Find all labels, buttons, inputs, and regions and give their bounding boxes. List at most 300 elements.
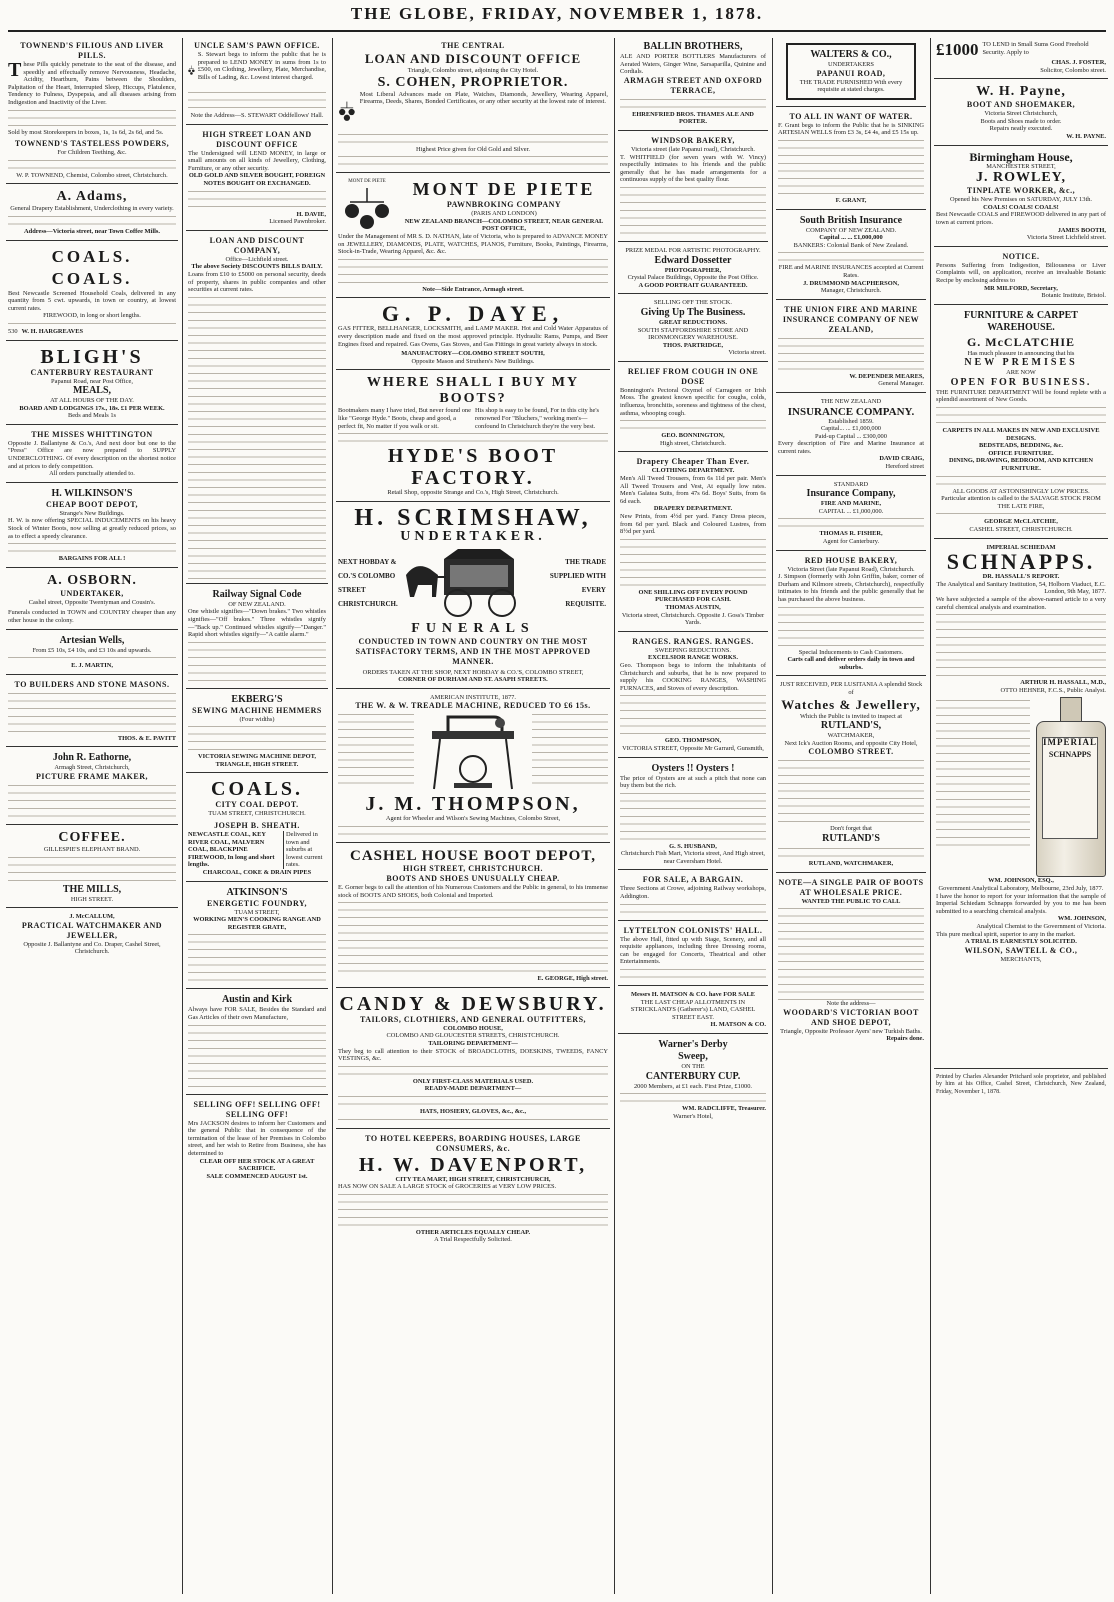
ad-bankers: BANKERS: Colonial Bank of New Zealand. — [793, 241, 909, 249]
ad-sub: General Drapery Establishment, Underclothing in every variety. — [10, 205, 174, 213]
ad-booth-addr: Victoria Street Lichfield street. — [1026, 234, 1106, 242]
ad-title: THE NEW ZEALAND — [820, 397, 882, 405]
ad-hats: HATS, HOSIERY, GLOVES, &c., &c., — [419, 1108, 527, 1115]
ad-allgoods: ALL GOODS AT ASTONISHINGLY LOW PRICES. — [952, 487, 1090, 495]
ad-lyttelton-hall — [618, 923, 768, 986]
ad-text-block — [778, 137, 924, 197]
ad-addr: MANCHESTER STREET, — [986, 162, 1056, 170]
sewing-machine-illustration — [418, 711, 528, 793]
ad-coals — [6, 243, 178, 341]
ad-ballin — [618, 38, 768, 131]
ad-wilkinson — [6, 485, 178, 568]
ad-addr: TUAM STREET, CHRISTCHURCH. — [208, 810, 306, 818]
ad-name: JOSEPH B. SHEATH. — [214, 821, 300, 831]
ad-addr: Office—Lichfield street. — [225, 255, 289, 263]
ad-sub: BOOT AND SHOEMAKER, — [966, 100, 1076, 110]
ad-artesian — [6, 632, 178, 675]
ad-factory: HYDE'S BOOT FACTORY. — [387, 445, 559, 490]
ad-paris: (PARIS AND LONDON) — [471, 210, 537, 218]
ad-pawn-office — [186, 38, 328, 125]
ad-drapery-dept: DRAPERY DEPARTMENT. — [653, 505, 733, 513]
ad-only: ONLY FIRST-CLASS MATERIALS USED. — [412, 1077, 534, 1085]
column-4 — [618, 38, 768, 1594]
ad-number: 530 — [8, 327, 18, 335]
ad-discount: ONE SHILLING OFF EVERY POUND PURCHASED FOR CASH. — [638, 588, 748, 604]
ad-items: NEWCASTLE COAL, KEY RIVER COAL, MALVERN COAL, BLACKPINE FIREWOOD, In long and short lengths. — [188, 831, 275, 869]
ad-govt-role: Analytical Chemist to the Government of Victoria. — [976, 922, 1106, 930]
ad-addr: Hereford street — [885, 463, 924, 471]
ad-name: W. H. PAYNE. — [1066, 132, 1106, 140]
ad-townends-pills — [6, 38, 178, 184]
ad-corner: CORNER OF DURHAM AND ST. ASAPH STREETS. — [398, 676, 548, 684]
ad-warners-sweep — [618, 1036, 768, 1124]
ad-hotel: Warner's Hotel, — [673, 1112, 713, 1120]
ad-body: Most Liberal Advances made on Plate, Watches, Diamonds, Jewellery, Wearing Apparel, Firearms, Deeds, Shares, Bonded Certificates, or any other security at the lowest rate of interest. — [359, 90, 608, 106]
ad-note: Note the address— — [826, 1000, 876, 1008]
ad-wilson-sub: MERCHANTS, — [1000, 955, 1042, 963]
ad-mdp-label: MONT DE PIETE — [348, 179, 386, 185]
ad-sub: SEWING MACHINE HEMMERS — [192, 705, 322, 715]
ad-body: Funerals conducted in TOWN and COUNTRY cheaper than any other house in the colony. — [8, 609, 176, 624]
ad-poem-left: Bootmakers many I have tried, But never found one like "George Hyde." Boots, cheap and good, a perfect fit, No matter if you walk or sit. — [338, 407, 471, 430]
ad-body: Opened his New Premises on SATURDAY, JULY 13th. — [949, 196, 1093, 204]
ad-mont-de-piete — [336, 175, 610, 298]
ad-clothing-body: Men's All Tweed Trousers, from 6s 11d per pair. Men's All Tweed Trousers and Vest, At equally low rates. Men's Galatea Suits, from 47s 6d. Boys' Suits, from 6s 6d each. — [620, 475, 766, 505]
ad-addr: Opposite Mason and Struthers's New Buildings. — [411, 357, 535, 365]
ad-title: Messrs H. MATSON & CO. have FOR SALE — [631, 991, 755, 999]
ad-coffee — [6, 827, 178, 908]
ad-note: A GOOD PORTRAIT GUARANTEED. — [638, 281, 748, 289]
ad-addr: Victoria street, Christchurch. Opposite J. Goss's Timber Yards. — [621, 611, 765, 627]
ad-title: WINDSOR BAKERY, — [651, 135, 735, 145]
ad-sub: PHOTOGRAPHER, — [664, 266, 722, 274]
ad-govt-body: I have the honor to report for your information that the sample of Imperial Schiedam Schnapps forwarded by you to me has been submitted to a searching chemical analysis. — [936, 892, 1106, 915]
ad-title: TO ALL IN WANT OF WATER. — [789, 111, 913, 121]
ad-role: Licensed Pawnbroker. — [269, 218, 326, 226]
ad-name: THOS. PARTRIDGE, — [662, 341, 724, 349]
ad-name: RUTLAND'S, — [820, 720, 882, 732]
ad-addr: COLOMBO AND GLOUCESTER STREETS, CHRISTCHURCH. — [386, 1032, 560, 1040]
ad-text-block — [188, 931, 326, 984]
ad-right: THE TRADE SUPPLIED WITH EVERY REQUISITE. — [549, 557, 606, 608]
column-divider — [182, 38, 183, 1594]
ad-rate: Loans from £10 to £5000 on personal security, deeds of property, shares in public companies and other securities at current rates. — [188, 270, 326, 294]
ad-name: MR MILFORD, Secretary, — [984, 284, 1058, 292]
ad-carpets: CARPETS IN ALL MAKES IN NEW AND EXCLUSIVE DESIGNS. — [942, 427, 1100, 442]
ad-body: TO LEND in Small Sums Good Freehold Security. Apply to — [982, 41, 1089, 56]
ad-body: Boots and Shoes made to order. — [980, 117, 1062, 125]
ad-standard-insurance — [776, 478, 926, 551]
ad-payne — [934, 81, 1108, 145]
ad-text-block — [338, 1191, 608, 1229]
ad-name: J. ROWLEY, — [975, 170, 1066, 186]
ad-forget: Don't forget that — [830, 825, 872, 833]
ad-text-block — [8, 157, 176, 172]
ad-sub: TINPLATE WORKER, &c., — [966, 186, 1076, 196]
ad-title: South British Insurance — [799, 214, 903, 226]
ad-name: W. DEPENDER MEARES, — [849, 372, 924, 380]
ad-treadle — [336, 691, 610, 843]
ad-union-insurance — [776, 302, 926, 393]
ad-est: Established 1859. — [828, 417, 874, 425]
ad-sub: FIRE AND MARINE, — [820, 500, 882, 508]
ad-sub: Which the Public is invited to inspect at — [799, 712, 903, 720]
ad-works: EXCELSIOR RANGE WORKS. — [648, 654, 738, 662]
pawn-balls-icon — [338, 186, 396, 230]
ad-title: BLIGH'S — [40, 345, 144, 368]
ad-south-british — [776, 212, 926, 300]
ad-mdp-logo — [338, 178, 396, 233]
hearse-illustration — [402, 545, 542, 621]
ad-name: E. J. MARTIN, — [71, 662, 113, 670]
ad-title: Oysters !! Oysters ! — [651, 762, 735, 774]
ad-title: LOAN AND DISCOUNT COMPANY, — [209, 235, 305, 255]
ad-selling-off — [186, 1097, 328, 1185]
ad-text-block — [8, 320, 176, 328]
ad-trial: A TRIAL IS EARNESTLY SOLICITED. — [965, 938, 1077, 946]
ad-hours: AT ALL HOURS OF THE DAY. — [50, 397, 134, 405]
ad-sub: For Children Teething, &c. — [57, 149, 127, 157]
ad-title: UNCLE SAM'S PAWN OFFICE. — [194, 41, 320, 50]
ad-repairs: Repairs neatly executed. — [989, 125, 1053, 133]
ad-walters — [776, 38, 926, 107]
ad-repairs: Repairs done. — [886, 1035, 924, 1043]
ad-addr: Address—Victoria street, near Town Coffee Mills. — [24, 227, 160, 235]
ad-addr: Next Ick's Auction Rooms, and opposite City Hotel, — [784, 739, 918, 747]
column-divider — [930, 38, 931, 1594]
ad-note: BARGAINS FOR ALL ! — [58, 555, 126, 563]
ad-text-block — [338, 1116, 608, 1124]
ad-text-block — [338, 711, 414, 789]
ad-body: They beg to call attention to their STOCK of BROADCLOTHS, DOESKINS, TWEEDS, FANCY VESTINGS, &c. — [338, 1047, 608, 1063]
ad-open: OPEN FOR BUSINESS. — [950, 376, 1092, 388]
ad-sub: CANTERBURY RESTAURANT — [30, 367, 154, 377]
imprint — [934, 1071, 1108, 1101]
ad-matson — [618, 988, 768, 1034]
ad-body: J. Simpson (formerly with John Griffin, baker, corner of Durham and Kilmore streets, Christchurch), respectfully intimates to his friends and the public generally that he has purchased the above business. — [778, 573, 924, 603]
ad-text-block — [338, 1093, 608, 1108]
ad-wm: RUTLAND, WATCHMAKER, — [808, 859, 894, 867]
ad-sub: CHEAP BOOT DEPOT, — [46, 499, 138, 509]
ad-water — [776, 109, 926, 210]
ad-boots — [336, 372, 610, 501]
ad-trade: PICTURE FRAME MAKER, — [36, 771, 148, 781]
ad-title: A. OSBORN. — [47, 572, 137, 588]
ad-text-block — [338, 131, 608, 146]
ad-drapery-body: New Prints, from 4½d per yard. Fancy Dress pieces, from 6d per yard. Black and Coloured Lustres, from 8½d per yard. — [620, 513, 766, 536]
ad-name: W. H. HARGREAVES — [21, 327, 84, 335]
ad-cohen-body — [338, 91, 608, 131]
ad-addr: Armagh Street, Christchurch, — [54, 764, 130, 772]
ad-role: Agent for Canterbury. — [822, 538, 880, 546]
ad-addr: ARMAGH STREET AND OXFORD TERRACE, — [623, 75, 763, 95]
ad-body: The Undersigned will LEND MONEY, in large or small amounts on all kinds of Jewellery, Clothing, Furniture, or any other security. — [188, 149, 326, 172]
ad-body: Persons Suffering from Indigestion, Biliousness or Liver Complaints will, on application, receive an invaluable Botanic Recipe by enclosing address to — [936, 261, 1106, 284]
ad-title: EKBERG'S — [231, 693, 283, 705]
ad-treadle-row — [338, 711, 608, 793]
ad-store: SOUTH STAFFORDSHIRE STORE AND IRONMONGERY WAREHOUSE. — [637, 326, 749, 342]
ad-text-block — [338, 256, 608, 286]
ad-street: COLOMBO STREET. — [808, 747, 894, 757]
ad-title: WALTERS & CO., — [810, 49, 892, 60]
column-5 — [776, 38, 926, 1594]
ad-railway-code — [186, 586, 328, 689]
ad-text-block — [620, 790, 766, 843]
ad-role: General Manager. — [878, 380, 924, 388]
ad-title: TOWNEND'S FILIOUS AND LIVER PILLS. — [20, 41, 164, 60]
ad-sub: ENERGETIC FOUNDRY, — [207, 898, 307, 908]
ad-name: WM. RADCLIFFE, Treasurer. — [682, 1105, 766, 1113]
ad-sub: SWEEPING REDUCTIONS. — [655, 646, 731, 654]
ad-delivered: Delivered in town and suburbs at lowest current rates. — [283, 831, 326, 869]
ad-addr: Retail Shop, opposite Strange and Co.'s, High Street, Christchurch. — [387, 489, 559, 497]
ad-body: The above Society DISCOUNTS BILLS DAILY. — [191, 263, 323, 271]
ad-text-block — [188, 1022, 326, 1090]
ad-body: Under the Management of MR S. D. NATHAN, late of Victoria, who is prepared to ADVANCE MONEY on JEWELLERY, DIAMONDS, PLATE, WATCHES, PIANOS, Furniture, Books, Paintings, Firearms, Stock-in-Trade, Wearing Apparel, &c. &c. — [338, 232, 608, 256]
ad-ranges — [618, 634, 768, 758]
ad-pawn-body — [188, 51, 326, 89]
ad-proprietor: S. COHEN, PROPRIETOR. — [377, 74, 569, 90]
ad-title: RED HOUSE BAKERY, — [804, 555, 898, 565]
ad-sub: CITY TEA MART, HIGH STREET, CHRISTCHURCH, — [395, 1175, 551, 1183]
ad-capital: Capital ... ... £1,000,000 — [819, 234, 883, 242]
ad-govt-sub: Government Analytical Laboratory, Melbourne, 23rd July, 1877. — [938, 884, 1104, 892]
ad-name: J. McCALLUM, — [69, 913, 115, 921]
ad-signature: GEORGE McCLATCHIE, — [984, 518, 1058, 526]
ad-windsor — [618, 133, 768, 242]
ad-prize: PRIZE MEDAL FOR ARTISTIC PHOTOGRAPHY. — [625, 246, 761, 254]
ad-text-block — [8, 690, 176, 735]
ad-text-block — [936, 611, 1106, 679]
ad-name: THOS. & E. PAVITT — [117, 734, 176, 742]
ad-text-block — [8, 213, 176, 228]
ad-meals: MEALS, — [72, 385, 112, 397]
ad-text-block — [620, 901, 766, 916]
ad-on: ON THE — [681, 1063, 705, 1070]
ad-title: H. WILKINSON'S — [51, 487, 133, 499]
ad-govt-name: WM. JOHNSON, — [1057, 915, 1106, 923]
ad-label: IMPERIAL SCHIEDAM — [986, 543, 1056, 551]
ad-addr: HIGH STREET, CHRISTCHURCH. — [403, 864, 543, 874]
ad-new: NEW PREMISES — [964, 357, 1078, 369]
ad-body: Every description of Fire and Marine Insurance at current rates. — [778, 440, 924, 455]
ad-hearse-row — [338, 545, 608, 621]
ad-main: Insurance Company, — [806, 488, 896, 500]
ad-title: G. P. DAYE, — [381, 301, 565, 327]
ad-note: All orders punctually attended to. — [49, 470, 135, 478]
ad-title: THE MISSES WHITTINGTON — [31, 429, 153, 439]
ad-text-block — [620, 692, 766, 737]
ad-sub: UNDERTAKERS — [828, 61, 874, 68]
ad-mcclatchie — [934, 307, 1108, 539]
ad-body: WORKING MEN'S COOKING RANGE AND REGISTER GRATE, — [193, 916, 321, 931]
ad-sign2: OTTO HEHNER, F.C.S., Public Analyst. — [1000, 686, 1106, 694]
ad-austin-kirk — [186, 991, 328, 1094]
ad-body: T. WHITFIELD (for seven years with W. Vincy) respectfully intimates to his friends and the public generally that he has made arrangements for a continuous supply of the best quality flour. — [620, 153, 766, 184]
ad-pure: This pure medical spirit, superior to any in the market. — [936, 930, 1076, 938]
ad-addr: Victoria Street Christchurch, — [984, 110, 1058, 118]
bottle-label-text: SCHNAPPS — [1048, 750, 1092, 760]
ad-scrimshaw — [336, 504, 610, 689]
ad-title: HIGH STREET LOAN AND DISCOUNT OFFICE — [202, 129, 312, 149]
ad-body: Has much pleasure in announcing that his — [967, 349, 1075, 357]
ad-coals: COALS! COALS! COALS! — [983, 203, 1059, 211]
ad-title: Edward Dossetter — [654, 254, 732, 266]
ad-rutland — [776, 678, 926, 872]
ad-sub: THE W. & W. TREADLE MACHINE, REDUCED TO £6 15s. — [355, 701, 591, 711]
ad-name: GEO. BONNINGTON, — [661, 432, 725, 440]
ad-text-block — [338, 823, 608, 838]
ad-sale: Particular attention is called to the SALVAGE STOCK FROM THE LATE FIRE, — [941, 495, 1101, 510]
ad-name: J. M. THOMPSON, — [365, 793, 581, 816]
ad-body: Best Newcastle Screened Household Coals, delivered in any quantity from 5 cwt. upwards, in town or country, at lowest current rates. — [8, 289, 176, 312]
ad-sub: UNDERTAKER. — [400, 528, 546, 544]
ad-trial: A Trial Respectfully Solicited. — [434, 1236, 512, 1244]
ad-name: THOMAS AUSTIN, — [665, 603, 721, 611]
ad-note: FIREWOOD, in long or short lengths. — [43, 312, 141, 320]
ad-body: 2000 Members, at £1 each. First Prize, £1000. — [633, 1082, 753, 1090]
ad-addr: Victoria Street (late Papanui Road), Christchurch. — [787, 565, 915, 573]
ad-date: London, 9th May, 1877. — [1044, 588, 1106, 596]
ad-body: Geo. Thompson begs to inform the inhabitants of Christchurch and suburbs, that he is now prepared to supply his COOKING RANGES, WASHING FURNACES, and Stoves of every description. — [620, 661, 766, 692]
ad-addr: Opposite J. Ballantyne and Co. Draper, Cashel Street, Christchurch. — [23, 940, 161, 956]
ad-bedsteads: BEDSTEADS, BEDDING, &c. — [979, 442, 1063, 450]
ad-body: These Pills quickly penetrate to the seat of the disease, and speedily and effectually remove Nervousness, Headache, Acidity, Heartburn, Pains between the Shoulders, Palpitation of the Heart, Interrupted Sleep, Hiccups, Flatulence, Tendency to Fulness, Dyspepsia, and all diseases arising from Indigestion and Inactivity of the Liver. — [8, 59, 176, 106]
ad-capital: Capital... ... £1,000,000 — [821, 425, 881, 433]
ad-body: Bonnington's Pectoral Oxymel of Carrageen or Irish Moss. The greatest known specific for coughs, colds, influenza, bronchitis, soreness and tightness of the chest, asthma, whooping cough. — [620, 386, 766, 417]
ad-sub: GILLESPIE'S ELEPHANT BRAND. — [43, 845, 141, 853]
ad-text-block — [778, 757, 924, 825]
ad-note: Note—Side Entrance, Armagh street. — [422, 285, 524, 293]
ad-nz-insurance — [776, 395, 926, 476]
ad-dept: THE FURNITURE DEPARTMENT Will be found replete with a splendid assortment of New Goods. — [936, 388, 1106, 404]
ad-addr: Triangle, Opposite Professor Ayers' new Turkish Baths. — [780, 1027, 922, 1035]
ad-report: DR. HASSALL'S REPORT. — [982, 573, 1060, 581]
ad-atkinson — [186, 884, 328, 990]
ad-text-block — [778, 249, 924, 264]
ad-title: W. H. Payne, — [976, 84, 1066, 100]
ad-title: TO BUILDERS AND STONE MASONS. — [14, 679, 170, 689]
ad-poem — [338, 407, 608, 430]
ad-drapery — [618, 454, 768, 631]
ad-body: HAS NOW ON SALE A LARGE STOCK of GROCERIES at VERY LOW PRICES. — [338, 1183, 557, 1191]
ad-mdp-titles — [400, 178, 608, 233]
ad-sub: The Analytical and Sanitary Institution, 54, Holborn Viaduct, E.C. — [936, 580, 1106, 588]
ad-title: John R. Eathorne, — [52, 752, 132, 764]
ad-title: WHERE SHALL I BUY MY BOOTS? — [366, 375, 580, 407]
ad-addr: VICTORIA STREET, Opposite Mr Garrard, Gunsmith, — [622, 744, 764, 752]
ad-title: Artesian Wells, — [59, 634, 125, 646]
ad-addr: Botanic Institute, Bristol. — [1041, 292, 1106, 300]
column-6 — [934, 38, 1108, 1594]
ad-loan-company — [186, 233, 328, 584]
ad-capital: CAPITAL ... £1,000,000. — [818, 507, 884, 515]
ad-title: COALS. COALS. — [51, 246, 133, 288]
ad-factory: MANUFACTORY—COLOMBO STREET SOUTH, — [401, 350, 545, 358]
ad-text-block — [188, 723, 326, 753]
ad-title: H. SCRIMSHAW, — [354, 504, 592, 531]
ad-funerals: FUNERALS — [411, 620, 535, 636]
ad-text-block — [620, 536, 766, 589]
ad-name: W. P. TOWNEND, Chemist, Colombo street, Christchurch. — [16, 171, 168, 179]
ad-woodards — [776, 875, 926, 1047]
ad-adams — [6, 186, 178, 240]
ad-title: RELIEF FROM COUGH IN ONE DOSE — [627, 366, 759, 386]
pawn-balls-icon — [188, 51, 195, 89]
ad-text-block — [8, 654, 176, 662]
ad-text-block — [778, 515, 924, 530]
ad-text-block — [188, 639, 326, 684]
ad-davenport — [336, 1131, 610, 1248]
ad-text-block — [778, 335, 924, 373]
ad-addr: Note the Address—S. STEWART Oddfellows' Hall. — [190, 112, 324, 119]
ad-title: Austin and Kirk — [221, 994, 293, 1006]
ad-sub: GREAT REDUCTIONS. — [659, 318, 727, 326]
ad-addr: VICTORIA SEWING MACHINE DEPOT, TRIANGLE, HIGH STREET. — [197, 753, 316, 768]
ad-text-block — [778, 604, 924, 649]
ad-addr: Christchurch Fish Mart, Victoria street, And High street, near Caversham Hotel. — [621, 850, 765, 865]
ad-red-house — [776, 553, 926, 677]
ad-sub: PAWNBROKING COMPANY — [446, 200, 562, 210]
ad-body: ALE AND PORTER BOTTLERS Manufacturers of Aerated Waters, Ginger Wine, Sarsaparilla, Quinine and Cordials. — [620, 53, 766, 76]
ad-addr: HIGH STREET. — [70, 895, 114, 903]
ad-name: E. GEORGE, High street. — [537, 975, 608, 983]
ad-birmingham — [934, 148, 1108, 247]
ad-name: J. DRUMMOND MACPHERSON, — [803, 279, 899, 287]
ad-addr: Triangle, Colombo street, adjoining the City Hotel. — [407, 67, 539, 74]
ad-name: GEO. THOMPSON, — [664, 737, 722, 745]
ad-poem-right: His shop is easy to be found, For in this city he's renowned For "Bluchers," working men's—confound In Christchurch they're the very best. — [475, 407, 599, 430]
ad-fire: FIRE and MARINE INSURANCES accepted at Current Rates. — [778, 264, 924, 279]
ad-body: GAS FITTER, BELLHANGER, LOCKSMITH, and LAMP MAKER. Hot and Cold Water Apparatus of every description made and fixed on the most approved principle. Hydraulic Rams, Pumps, and Beer Engines fixed and repaired. Gas Ovens, Gas Stoves, and Gas Fittings in great variety always in stock. — [338, 325, 608, 348]
ad-end: SALE COMMENCED AUGUST 1st. — [206, 1172, 308, 1180]
ad-govt-title: WM. JOHNSON, ESQ., — [988, 877, 1054, 885]
ad-partridge — [618, 296, 768, 362]
ad-title: NOTE—A SINGLE PAIR OF BOOTS AT WHOLESALE PRICE. — [778, 877, 924, 897]
ad-title: THE CENTRAL — [441, 41, 505, 50]
page-masthead: THE GLOBE, FRIDAY, NOVEMBER 1, 1878. — [350, 4, 764, 23]
ad-title: Watches & Jewellery, — [781, 696, 921, 712]
ad-body: THE LAST CHEAP ALLOTMENTS IN STRICKLAND'S (Gatherer's) LAND, CASHEL STREET EAST. — [630, 998, 756, 1021]
ad-body: Always have FOR SALE, Besides the Standard and Gas Articles of their own Manufacture, — [188, 1006, 326, 1021]
ad-house: COLOMBO HOUSE, — [443, 1024, 503, 1032]
ad-builders — [6, 677, 178, 748]
pawn-balls-icon — [338, 91, 356, 131]
ad-left: NEXT HOBDAY & CO.'S COLOMBO STREET CHRISTCHURCH. — [338, 557, 398, 608]
ad-note: (Four widths) — [239, 715, 275, 723]
ad-text-block — [620, 184, 766, 237]
ad-note: Sold by most Storekeepers in boxes, 1s, 1s 6d, 2s 6d, and 5s. — [8, 128, 164, 136]
ad-body: F. Grant begs to inform the Public that he is SINKING ARTESIAN WELLS from £3 3s, £4 4s, and £5 15s up. — [778, 121, 924, 137]
ad-title: MONT DE PIETE — [412, 179, 596, 200]
ad-title: SELLING OFF! SELLING OFF! SELLING OFF! — [193, 1099, 321, 1119]
ad-addr: High street, Christchurch. — [659, 439, 727, 447]
ad-sub: Agent for Wheeler and Wilson's Sewing Machines, Colombo Street, — [385, 815, 561, 823]
ad-title: THE UNION FIRE AND MARINE INSURANCE COMPANY OF NEW ZEALAND, — [782, 304, 920, 334]
ad-role: WATCHMAKER, — [827, 732, 875, 740]
ad-also: CHARCOAL, COKE & DRAIN PIPES — [202, 869, 312, 877]
ad-text-block — [936, 473, 1106, 488]
schnapps-bottle — [1034, 697, 1106, 877]
ad-bottle-row — [936, 697, 1106, 877]
ad-title: RANGES. RANGES. RANGES. — [632, 636, 754, 646]
ad-wilson: WILSON, SAWTELL & CO., — [964, 945, 1078, 955]
ad-mills: THE MILLS, — [62, 883, 122, 895]
ad-sub: UNDERTAKER, — [60, 588, 124, 598]
ad-title: FURNITURE & CARPET — [964, 309, 1078, 321]
ad-title: STANDARD — [833, 480, 869, 488]
ad-text-block — [8, 854, 176, 884]
